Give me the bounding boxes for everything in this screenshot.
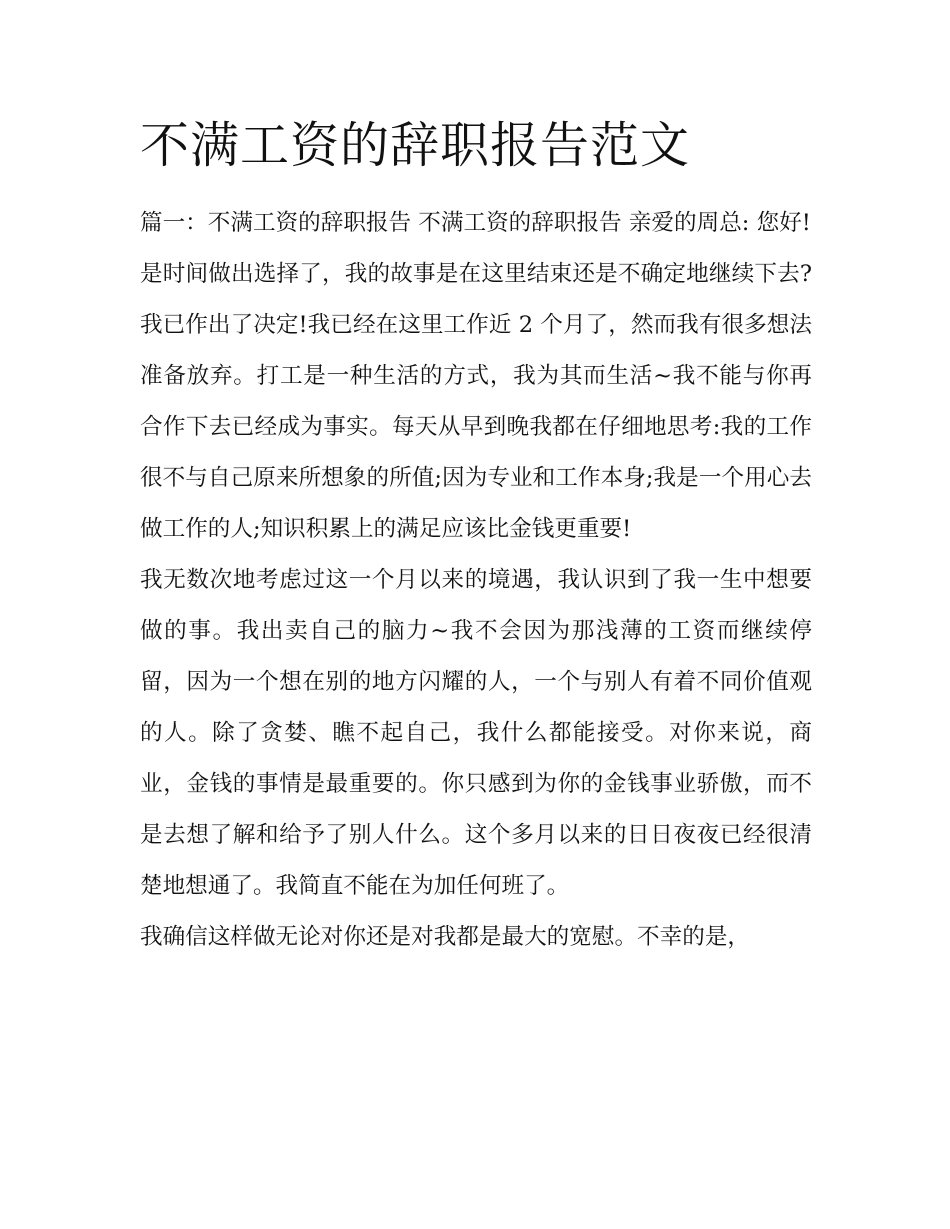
paragraph-decision: 是时间做出选择了，我的故事是在这里结束还是不确定地继续下去?我已作出了决定!我已经在这里工作近 2 个月了，然而我有很多想法准备放弃。打工是一种生活的方式，我为其而生活~我不能与你再合作下去已经成为事实。每天从早到晚我都在仔细地思考:我的工作很不与自己原来所想象的所值;因为专业和工作本身;我是一个用心去做工作的人;知识积累上的满足应该比金钱更重要! [140, 261, 812, 542]
paragraph-reflection: 我无数次地考虑过这一个月以来的境遇，我认识到了我一生中想要做的事。我出卖自己的脑力~我不会因为那浅薄的工资而继续停留，因为一个想在别的地方闪耀的人，一个与别人有着不同价值观的人。除了贪婪、瞧不起自己，我什么都能接受。对你来说，商业，金钱的事情是最重要的。你只感到为你的金钱事业骄傲，而不是去想了解和给予了别人什么。这个多月以来的日日夜夜已经很清楚地想通了。我简直不能在为加任何班了。 [140, 567, 812, 899]
paragraph-closing: 我确信这样做无论对你还是对我都是最大的宽慰。不幸的是， [140, 924, 751, 950]
document-body [140, 198, 812, 963]
document-title: 不满工资的辞职报告范文 [140, 117, 691, 174]
paragraph-intro: 篇一：不满工资的辞职报告 不满工资的辞职报告 亲爱的周总: 您好! [140, 210, 811, 236]
